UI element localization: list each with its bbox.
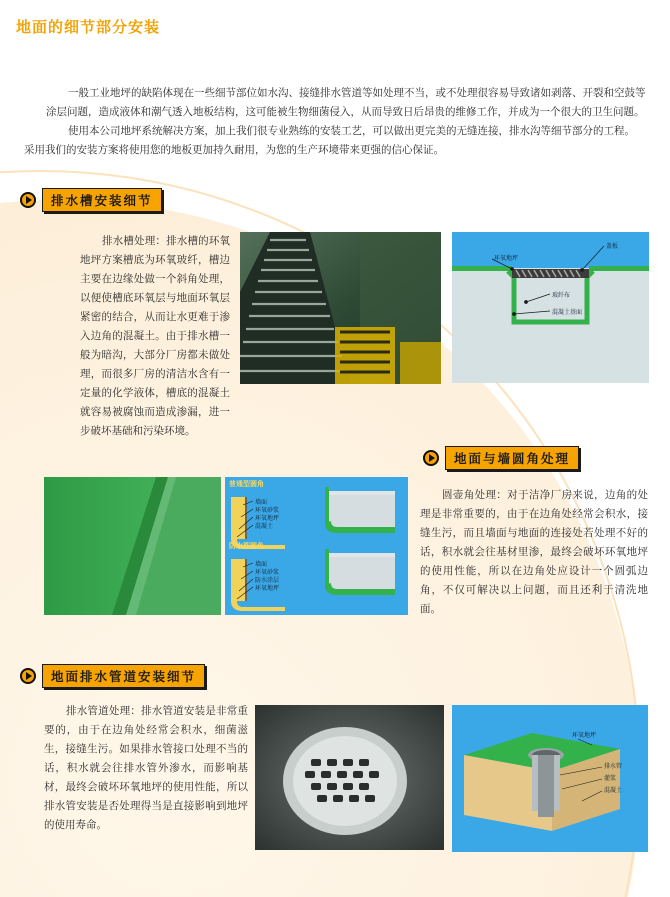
intro-text <box>24 84 650 160</box>
diagram-label-grout: 灌浆 <box>604 775 617 782</box>
section-heading-wall-corner <box>423 446 579 470</box>
section-heading-floor-drain <box>20 664 205 688</box>
play-bullet-icon <box>423 450 439 466</box>
wall-corner-photo <box>44 477 221 615</box>
play-bullet-icon <box>20 192 36 208</box>
diagram-label-fiberglass: 玻纤布 <box>552 292 571 299</box>
diagram-label-concrete: 混凝土基面 <box>552 309 583 316</box>
diagram-label: 墙面 <box>255 561 268 568</box>
diagram-label: 环氧地坪 <box>255 515 280 522</box>
drain-channel-diagram <box>452 232 649 383</box>
diagram-label: 混凝土 <box>255 523 274 530</box>
diagram-label-cover: 盖板 <box>606 243 619 250</box>
diagram-label-epoxy: 环氧地坪 <box>572 732 597 739</box>
diagram-label: 环氧砂浆 <box>255 507 280 514</box>
diagram-label: 环氧地坪 <box>255 585 280 592</box>
floor-drain-text: 排水管道处理：排水管道安装是非常重要的，由于在边角处经常会积水，细菌滋生，接缝生污。如果排水管接口处理不当的话，积水就会往排水管外渗水，而影响基材，最终会破坏环氧地坪的使用性能，所以排水管安装是否处理得当是直接影响到地坪的使用寿命。 <box>44 705 248 831</box>
page-title: 地面的细节部分安装 <box>16 18 161 36</box>
section-tag: 地面与墙圆角处理 <box>445 446 579 470</box>
intro-paragraph-1: 一般工业地坪的缺陷体现在一些细节部位如水沟、接缝排水管道等如处理不当，或不处理很容易导致诸如剥落、开裂和空鼓等涂层问题，造成液体和潮气透入地板结构，这可能被生物细菌侵入，从而导致日后昂贵的维修工作，并成为一个很大的卫生问题。 <box>46 87 646 118</box>
diagram-label: 环氧砂浆 <box>255 569 280 576</box>
diagram-label-drainpipe: 排水管 <box>604 763 623 770</box>
drain-grate-photo <box>240 232 441 384</box>
section-tag: 排水槽安装细节 <box>42 188 162 212</box>
drain-channel-text: 排水槽处理：排水槽的环氧地坪方案槽底为环氧玻纤，槽边主要在边缘处做一个斜角处理，以便使槽底环氧层与地面环氧层紧密的结合，从而让水更难于渗入边角的混凝土。由于排水槽一般为暗沟，大部分厂房都未做处理，而很多厂房的清洁水含有一定量的化学液体，槽底的混凝土就容易被腐蚀而造成渗漏，进一步破坏基础和污染环境。 <box>80 235 230 437</box>
diagram-label: 墙面 <box>255 499 268 506</box>
intro-paragraph-3: 采用我们的安装方案将使用您的地板更加持久耐用，为您的生产环境带来更强的信心保证。 <box>24 144 444 156</box>
wall-corner-diagram <box>225 477 408 615</box>
intro-paragraph-2: 使用本公司地坪系统解决方案，加上我们很专业熟练的安装工艺，可以做出更完美的无缝连接，排水沟等细节部分的工程。 <box>68 125 635 137</box>
diagram-title-normal: 普通型圆角 <box>229 480 264 488</box>
floor-drain-photo <box>255 705 444 850</box>
diagram-label-concrete: 混凝土 <box>604 787 623 794</box>
diagram-label-epoxy: 环氧地坪 <box>494 255 519 262</box>
section-heading-drain-channel <box>20 188 162 212</box>
section-tag: 地面排水管道安装细节 <box>42 664 205 688</box>
floor-drain-diagram <box>452 705 648 852</box>
diagram-label: 防水涂层 <box>255 577 280 584</box>
diagram-title-waterproof: 防水型圆角 <box>229 542 264 550</box>
play-bullet-icon <box>20 668 36 684</box>
wall-corner-text: 圆壶角处理：对于洁净厂房来说，边角的处理是非常重要的，由于在边角处经常会积水，接缝生污，而且墙面与地面的连接处若处理不好的话，积水就会往基材里渗，最终会破坏环氧地坪的使用性能，所以在边角处应设计一个圆弧边角，不仅可解决以上问题，而且还利于清洗地面。 <box>420 489 648 615</box>
